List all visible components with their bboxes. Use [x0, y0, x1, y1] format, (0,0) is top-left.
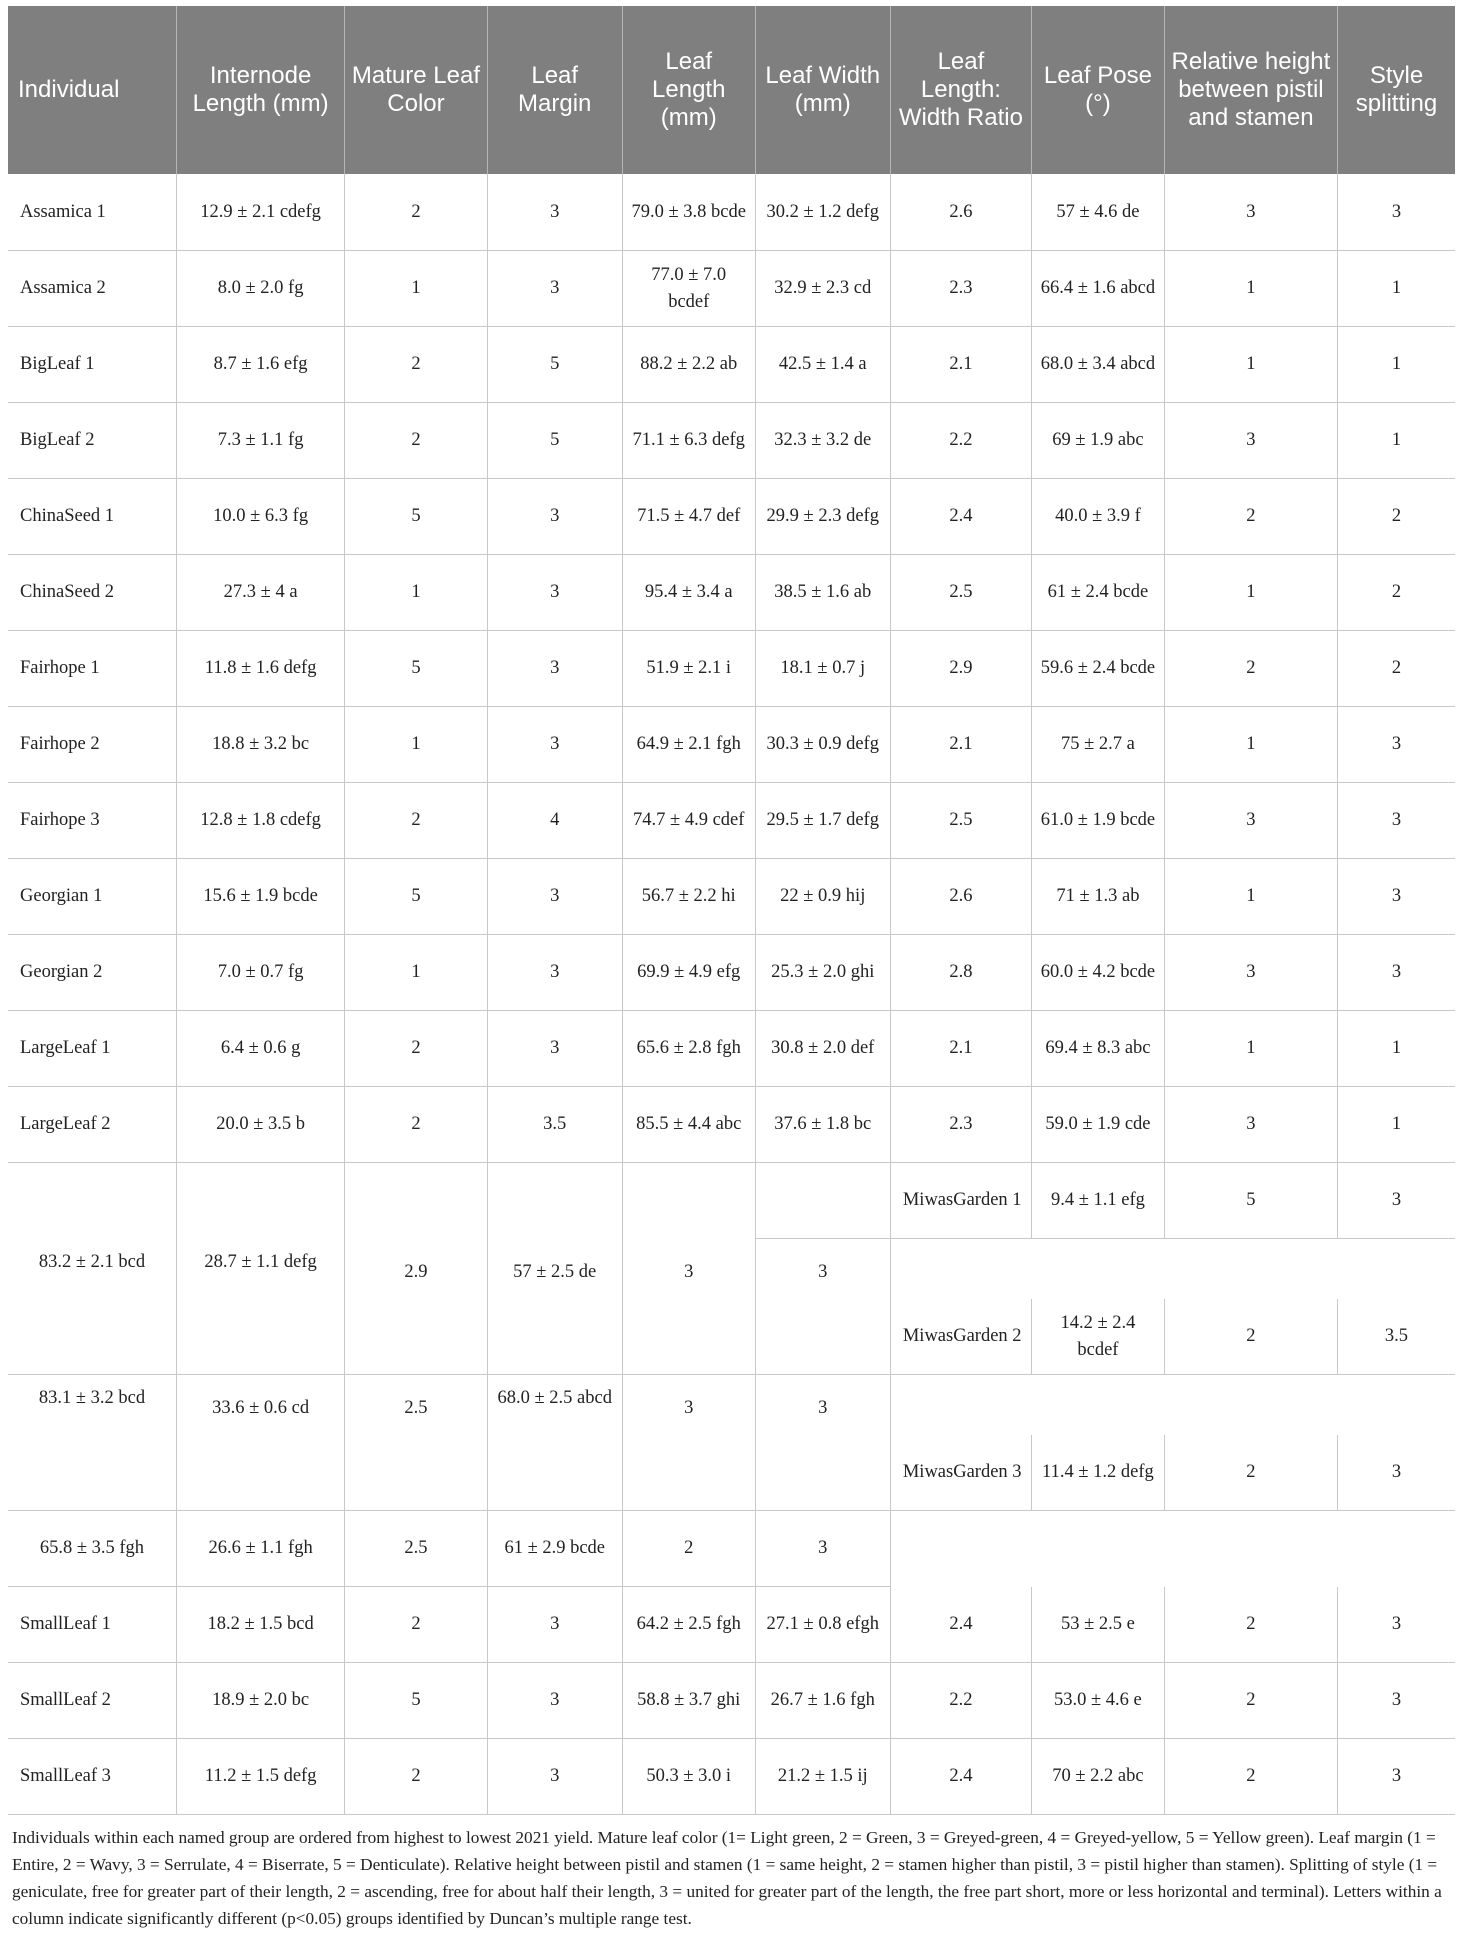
table-cell: [1032, 1375, 1165, 1436]
table-cell: 69.9 ± 4.9 efg: [622, 935, 755, 1011]
table-cell: [1337, 1239, 1455, 1300]
table-cell: 2.4: [890, 1587, 1031, 1663]
table-row: [8, 1375, 1455, 1436]
table-cell: 3: [487, 1663, 622, 1739]
table-row: [8, 1087, 1455, 1163]
header-internode-length: Internode Length (mm): [176, 6, 344, 174]
table-cell: 68.0 ± 3.4 abcd: [1032, 327, 1165, 403]
table-cell: 57 ± 4.6 de: [1032, 174, 1165, 251]
table-footnote: Individuals within each named group are ordered from highest to lowest 2021 yield. Mature leaf color (1= Light green, 2 = Green, 3 = Greyed-green, 4 = Greyed-yellow, 5 = Yellow green). Leaf margin (1 = Entire, 2 = Wavy, 3 = Serrulate, 4 = Biserrate, 5 = Denticulate). Relative height between pistil and stamen (1 = same height, 2 = stamen higher than pistil, 3 = pistil higher than stamen). Splitting of style (1 = geniculate, free for greater part of their length, 2 = ascending, free for about half their length, 3 = united for greater part of the length, the free part short, more or less horizontal and terminal). Letters within a column indicate significantly different (p<0.05) groups identified by Duncan’s multiple range test.: [12, 1828, 1442, 1928]
table-cell: 2: [345, 1587, 487, 1663]
table-cell: 2: [1164, 1299, 1337, 1375]
table-cell: [345, 1163, 487, 1239]
table-cell: 3: [755, 1239, 890, 1375]
row-label: MiwasGarden 2: [890, 1299, 1031, 1375]
table-cell: 3: [487, 479, 622, 555]
table-header: [8, 6, 1455, 174]
table-cell: 69 ± 1.9 abc: [1032, 403, 1165, 479]
table-cell: 3: [755, 1511, 890, 1587]
table-cell: 66.4 ± 1.6 abcd: [1032, 251, 1165, 327]
table-cell: [890, 1375, 1031, 1436]
table-cell: 3: [487, 1011, 622, 1087]
table-cell: 38.5 ± 1.6 ab: [755, 555, 890, 631]
table-cell: [755, 1163, 890, 1239]
table-cell: [176, 1163, 344, 1239]
table-cell: 2: [345, 1087, 487, 1163]
table-cell: [1164, 1239, 1337, 1300]
table-cell: 71 ± 1.3 ab: [1032, 859, 1165, 935]
header-relative-height: Relative height between pistil and stamen: [1164, 6, 1337, 174]
table-cell: 30.8 ± 2.0 def: [755, 1011, 890, 1087]
table-cell: 27.3 ± 4 a: [176, 555, 344, 631]
table-cell: 3: [487, 1587, 622, 1663]
table-cell: [8, 1163, 176, 1239]
table-cell: 26.7 ± 1.6 fgh: [755, 1663, 890, 1739]
table-cell: 2: [622, 1511, 755, 1587]
table-cell: 1: [1337, 251, 1455, 327]
table-cell: 2: [1337, 479, 1455, 555]
table-cell: [622, 1163, 755, 1239]
table-cell: 15.6 ± 1.9 bcde: [176, 859, 344, 935]
table-cell: 1: [345, 935, 487, 1011]
table-row: [8, 174, 1455, 251]
table-cell: 1: [345, 707, 487, 783]
table-cell: 30.2 ± 1.2 defg: [755, 174, 890, 251]
table-row: [8, 403, 1455, 479]
data-table: [8, 6, 1455, 1815]
table-cell: 2.6: [890, 859, 1031, 935]
row-label: MiwasGarden 1: [890, 1163, 1031, 1239]
row-label: MiwasGarden 3: [890, 1435, 1031, 1511]
table-cell: 18.2 ± 1.5 bcd: [176, 1587, 344, 1663]
table-cell: 53 ± 2.5 e: [1032, 1587, 1165, 1663]
table-cell: 6.4 ± 0.6 g: [176, 1011, 344, 1087]
table-cell: 27.1 ± 0.8 efgh: [755, 1587, 890, 1663]
table-cell: 64.9 ± 2.1 fgh: [622, 707, 755, 783]
table-row: [8, 1587, 1455, 1663]
table-cell: 71.5 ± 4.7 def: [622, 479, 755, 555]
table-cell: 2: [345, 327, 487, 403]
table-cell: 1: [1337, 403, 1455, 479]
table-cell: [487, 1163, 622, 1239]
table-cell: 5: [345, 479, 487, 555]
table-cell: 3: [487, 251, 622, 327]
table-cell: 1: [1164, 1011, 1337, 1087]
table-cell: 3: [622, 1375, 755, 1511]
table-cell: 32.3 ± 3.2 de: [755, 403, 890, 479]
table-cell: 18.8 ± 3.2 bc: [176, 707, 344, 783]
table-cell: 2.1: [890, 327, 1031, 403]
header-leaf-length: Leaf Length (mm): [622, 6, 755, 174]
table-cell: 11.4 ± 1.2 defg: [1032, 1435, 1165, 1511]
table-cell: 3: [487, 1739, 622, 1815]
row-label: ChinaSeed 1: [8, 479, 176, 555]
table-cell: 68.0 ± 2.5 abcd: [487, 1375, 622, 1511]
table-cell: 30.3 ± 0.9 defg: [755, 707, 890, 783]
table-cell: 57 ± 2.5 de: [487, 1239, 622, 1375]
table-cell: 1: [1164, 555, 1337, 631]
table-cell: 3: [1337, 1663, 1455, 1739]
header-length-width-ratio: Leaf Length: Width Ratio: [890, 6, 1031, 174]
table-cell: 59.6 ± 2.4 bcde: [1032, 631, 1165, 707]
table-cell: 33.6 ± 0.6 cd: [176, 1375, 344, 1511]
table-cell: 10.0 ± 6.3 fg: [176, 479, 344, 555]
table-row: [8, 783, 1455, 859]
table-cell: 70 ± 2.2 abc: [1032, 1739, 1165, 1815]
table-cell: 2.5: [890, 555, 1031, 631]
table-cell: 3: [1337, 783, 1455, 859]
table-row: [8, 1739, 1455, 1815]
table-cell: 2: [1164, 1663, 1337, 1739]
table-cell: 5: [345, 631, 487, 707]
table-cell: 1: [1337, 1011, 1455, 1087]
table-cell: 3: [755, 1375, 890, 1511]
table-cell: 9.4 ± 1.1 efg: [1032, 1163, 1165, 1239]
table-cell: 40.0 ± 3.9 f: [1032, 479, 1165, 555]
table-cell: 3: [1337, 1163, 1455, 1239]
row-label: LargeLeaf 2: [8, 1087, 176, 1163]
header-leaf-color: Mature Leaf Color: [345, 6, 487, 174]
table-cell: 7.3 ± 1.1 fg: [176, 403, 344, 479]
table-row: [8, 251, 1455, 327]
table-cell: 2.3: [890, 251, 1031, 327]
table-cell: 3: [1164, 174, 1337, 251]
table-cell: 5: [345, 859, 487, 935]
table-cell: 8.0 ± 2.0 fg: [176, 251, 344, 327]
table-cell: 2.4: [890, 1739, 1031, 1815]
table-cell: 3.5: [487, 1087, 622, 1163]
table-cell: 3: [622, 1239, 755, 1375]
table-cell: [1164, 1375, 1337, 1436]
table-cell: 2.9: [890, 631, 1031, 707]
table-cell: [1164, 1511, 1337, 1587]
row-label: Assamica 1: [8, 174, 176, 251]
table-row: [8, 1511, 1455, 1587]
table-cell: 2: [1337, 631, 1455, 707]
table-row: [8, 1163, 1455, 1239]
table-cell: 1: [1164, 859, 1337, 935]
header-style-splitting: Style splitting: [1337, 6, 1455, 174]
table-cell: 1: [345, 555, 487, 631]
table-cell: 1: [1164, 251, 1337, 327]
table-cell: 74.7 ± 4.9 cdef: [622, 783, 755, 859]
row-label: SmallLeaf 1: [8, 1587, 176, 1663]
table-cell: 2.9: [345, 1239, 487, 1375]
table-cell: [1032, 1511, 1165, 1587]
table-cell: 65.8 ± 3.5 fgh: [8, 1511, 176, 1587]
table-cell: 22 ± 0.9 hij: [755, 859, 890, 935]
table-body: [8, 174, 1455, 1815]
table-cell: 71.1 ± 6.3 defg: [622, 403, 755, 479]
table-cell: 83.1 ± 3.2 bcd: [8, 1375, 176, 1511]
row-label: Assamica 2: [8, 251, 176, 327]
table-cell: 5: [487, 403, 622, 479]
table-cell: 83.2 ± 2.1 bcd: [8, 1239, 176, 1375]
table-cell: 61.0 ± 1.9 bcde: [1032, 783, 1165, 859]
table-cell: 2: [1164, 479, 1337, 555]
table-cell: 85.5 ± 4.4 abc: [622, 1087, 755, 1163]
table-cell: 3: [487, 935, 622, 1011]
table-cell: 3: [487, 631, 622, 707]
table-cell: 3: [487, 555, 622, 631]
table-cell: 5: [487, 327, 622, 403]
table-cell: 3: [1337, 1739, 1455, 1815]
table-cell: 2.2: [890, 1663, 1031, 1739]
table-row: [8, 1011, 1455, 1087]
table-cell: 12.9 ± 2.1 cdefg: [176, 174, 344, 251]
table-cell: 29.5 ± 1.7 defg: [755, 783, 890, 859]
table-cell: 79.0 ± 3.8 bcde: [622, 174, 755, 251]
table-cell: 3: [487, 859, 622, 935]
table-row: [8, 479, 1455, 555]
table-cell: 2: [345, 1739, 487, 1815]
table-cell: 2.8: [890, 935, 1031, 1011]
table-cell: 2.3: [890, 1087, 1031, 1163]
table-cell: 4: [487, 783, 622, 859]
table-cell: 18.1 ± 0.7 j: [755, 631, 890, 707]
table-cell: 2: [1164, 631, 1337, 707]
header-leaf-margin: Leaf Margin: [487, 6, 622, 174]
table-cell: 3: [1337, 174, 1455, 251]
table-cell: [1337, 1375, 1455, 1436]
table-cell: 3: [487, 174, 622, 251]
table-cell: 14.2 ± 2.4 bcdef: [1032, 1299, 1165, 1375]
table-cell: 1: [1337, 327, 1455, 403]
table-cell: 8.7 ± 1.6 efg: [176, 327, 344, 403]
table-cell: 53.0 ± 4.6 e: [1032, 1663, 1165, 1739]
table-cell: 60.0 ± 4.2 bcde: [1032, 935, 1165, 1011]
table-cell: 11.2 ± 1.5 defg: [176, 1739, 344, 1815]
table-cell: 5: [345, 1663, 487, 1739]
table-cell: 75 ± 2.7 a: [1032, 707, 1165, 783]
table-cell: 29.9 ± 2.3 defg: [755, 479, 890, 555]
table-cell: 2: [1164, 1435, 1337, 1511]
table-row: [8, 707, 1455, 783]
table-cell: 3.5: [1337, 1299, 1455, 1375]
table-cell: 26.6 ± 1.1 fgh: [176, 1511, 344, 1587]
table-cell: 61 ± 2.9 bcde: [487, 1511, 622, 1587]
table-cell: 2: [1164, 1587, 1337, 1663]
table-cell: 59.0 ± 1.9 cde: [1032, 1087, 1165, 1163]
table-cell: 3: [1337, 859, 1455, 935]
table-cell: 2.5: [345, 1375, 487, 1511]
header-leaf-pose: Leaf Pose (°): [1032, 6, 1165, 174]
table-cell: 2: [345, 403, 487, 479]
table-row: [8, 631, 1455, 707]
row-label: Fairhope 1: [8, 631, 176, 707]
row-label: BigLeaf 1: [8, 327, 176, 403]
row-label: Georgian 2: [8, 935, 176, 1011]
row-label: SmallLeaf 2: [8, 1663, 176, 1739]
row-label: LargeLeaf 1: [8, 1011, 176, 1087]
table-cell: 11.8 ± 1.6 defg: [176, 631, 344, 707]
table-cell: 2.6: [890, 174, 1031, 251]
header-individual: Individual: [8, 6, 176, 174]
table-row: [8, 1239, 1455, 1300]
table-cell: 3: [1164, 1087, 1337, 1163]
table-cell: 2.4: [890, 479, 1031, 555]
table-cell: 3: [487, 707, 622, 783]
table-cell: 20.0 ± 3.5 b: [176, 1087, 344, 1163]
table-cell: 64.2 ± 2.5 fgh: [622, 1587, 755, 1663]
table-cell: 3: [1164, 935, 1337, 1011]
table-cell: 25.3 ± 2.0 ghi: [755, 935, 890, 1011]
table-cell: 2.1: [890, 1011, 1031, 1087]
table-cell: 58.8 ± 3.7 ghi: [622, 1663, 755, 1739]
table-cell: 61 ± 2.4 bcde: [1032, 555, 1165, 631]
table-cell: 3: [1337, 1587, 1455, 1663]
table-cell: 1: [345, 251, 487, 327]
table-cell: 3: [1164, 403, 1337, 479]
table-row: [8, 555, 1455, 631]
table-cell: 69.4 ± 8.3 abc: [1032, 1011, 1165, 1087]
table-cell: 28.7 ± 1.1 defg: [176, 1239, 344, 1375]
table-cell: 42.5 ± 1.4 a: [755, 327, 890, 403]
header-leaf-width: Leaf Width (mm): [755, 6, 890, 174]
row-label: Georgian 1: [8, 859, 176, 935]
table-cell: 3: [1337, 1435, 1455, 1511]
row-label: ChinaSeed 2: [8, 555, 176, 631]
table-cell: 1: [1164, 707, 1337, 783]
table-cell: 2.1: [890, 707, 1031, 783]
table-cell: 3: [1164, 783, 1337, 859]
table-cell: 95.4 ± 3.4 a: [622, 555, 755, 631]
table-cell: 50.3 ± 3.0 i: [622, 1739, 755, 1815]
table-row: [8, 327, 1455, 403]
table-cell: 2.5: [890, 783, 1031, 859]
table-cell: 2: [1337, 555, 1455, 631]
table-row: [8, 1663, 1455, 1739]
table-cell: 7.0 ± 0.7 fg: [176, 935, 344, 1011]
table-cell: 65.6 ± 2.8 fgh: [622, 1011, 755, 1087]
header-row: [8, 6, 1455, 174]
table-cell: [890, 1239, 1031, 1300]
row-label: BigLeaf 2: [8, 403, 176, 479]
table-cell: 5: [1164, 1163, 1337, 1239]
table-cell: 12.8 ± 1.8 cdefg: [176, 783, 344, 859]
table-cell: 32.9 ± 2.3 cd: [755, 251, 890, 327]
table-cell: 21.2 ± 1.5 ij: [755, 1739, 890, 1815]
table-container: [8, 6, 1455, 1932]
table-cell: 2: [345, 783, 487, 859]
table-cell: 3: [1337, 935, 1455, 1011]
table-cell: 51.9 ± 2.1 i: [622, 631, 755, 707]
table-cell: 2: [345, 174, 487, 251]
table-cell: 3: [1337, 707, 1455, 783]
table-cell: 1: [1337, 1087, 1455, 1163]
table-cell: [1337, 1511, 1455, 1587]
row-label: SmallLeaf 3: [8, 1739, 176, 1815]
table-cell: 1: [1164, 327, 1337, 403]
table-cell: [890, 1511, 1031, 1587]
table-cell: 2: [1164, 1739, 1337, 1815]
table-cell: 18.9 ± 2.0 bc: [176, 1663, 344, 1739]
row-label: Fairhope 3: [8, 783, 176, 859]
row-label: Fairhope 2: [8, 707, 176, 783]
table-cell: 2.2: [890, 403, 1031, 479]
table-cell: 2.5: [345, 1511, 487, 1587]
table-cell: 77.0 ± 7.0 bcdef: [622, 251, 755, 327]
table-cell: 88.2 ± 2.2 ab: [622, 327, 755, 403]
table-cell: [1032, 1239, 1165, 1300]
table-cell: 2: [345, 1011, 487, 1087]
table-cell: 56.7 ± 2.2 hi: [622, 859, 755, 935]
table-cell: 37.6 ± 1.8 bc: [755, 1087, 890, 1163]
table-row: [8, 859, 1455, 935]
table-row: [8, 935, 1455, 1011]
